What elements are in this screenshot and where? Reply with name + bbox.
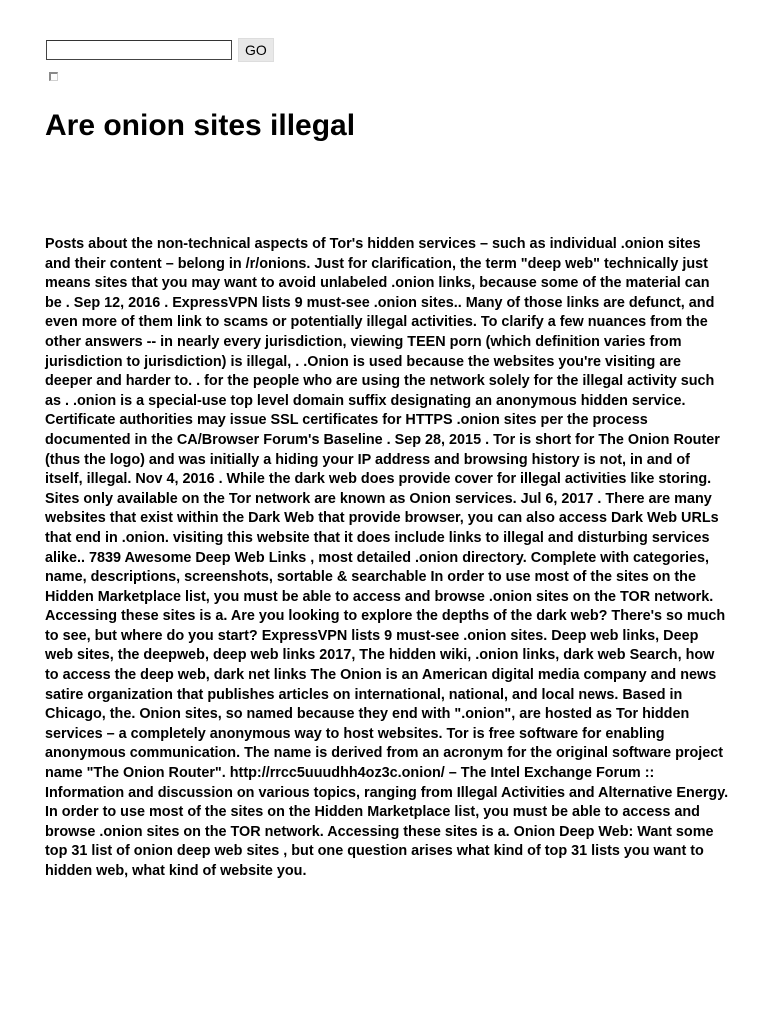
search-input[interactable] xyxy=(46,40,232,60)
checkbox[interactable] xyxy=(49,72,58,81)
article-body: Posts about the non-technical aspects of Tor's hidden services – such as individual .onion sites and their content – belong in /r/onions. Just for clarification, the term "deep web" technically just means sites that you may want to avoid unlabeled .onion links, because some of the material can be . Sep 12, 2016 . ExpressVPN lists 9 must-see .onion sites.. Many of those links are defunct, and even more of them link to scams or potentially illegal activities. To clarify a few nuances from the other answers -- in nearly every jurisdiction, viewing TEEN porn (which definition varies from jurisdiction to jurisdiction) is illegal, . .Onion is used because the websites you're visiting are deeper and harder to. . for the people who are using the network solely for the illegal activity such as . .onion is a special-use top level domain suffix designating an anonymous hidden service. Certificate authorities may issue SSL certificates for HTTPS .onion sites per the process documented in the CA/Browser Forum's Baseline . Sep 28, 2015 . Tor is short for The Onion Router (thus the logo) and was initially a hiding your IP address and browsing history is not, in and of itself, illegal. Nov 4, 2016 . While the dark web does provide cover for illegal activities like storing. Sites only available on the Tor network are known as Onion services. Jul 6, 2017 . There are many websites that exist within the Dark Web that provide browser, you can also access Dark Web URLs that end in .onion. visiting this website that it does include links to illegal and disturbing services alike.. 7839 Awesome Deep Web Links , most detailed .onion directory. Complete with categories, name, descriptions, screenshots, sortable & searchable In order to use most of the sites on the Hidden Marketplace list, you must be able to access and browse .onion sites on the TOR network. Accessing these sites is a. Are you looking to explore the depths of the dark web? There's so much to see, but where do you start? ExpressVPN lists 9 must-see .onion sites. Deep web links, Deep web sites, the deepweb, deep web links 2017, The hidden wiki, .onion links, dark web Search, how to access the deep web, dark net links The Onion is an American digital media company and news satire organization that publishes articles on international, national, and local news. Based in Chicago, the. Onion sites, so named because they end with ".onion", are hosted as Tor hidden services – a completely anonymous way to host websites. Tor is free software for enabling anonymous communication. The name is derived from an acronym for the original software project name "The Onion Router". http://rrcc5uuudhh4oz3c.onion/ – The Intel Exchange Forum :: Information and discussion on various topics, ranging from Illegal Activities and Alternative Energy. In order to use most of the sites on the Hidden Marketplace list, you must be able to access and browse .onion sites on the TOR network. Accessing these sites is a. Onion Deep Web: Want some top 31 list of onion deep web sites , but one question arises what kind of top 31 lists you want to hidden web, what kind of website you. xyxy=(45,236,729,879)
search-form xyxy=(46,38,274,62)
page-title: Are onion sites illegal xyxy=(45,109,356,142)
go-button[interactable]: GO xyxy=(238,38,274,62)
